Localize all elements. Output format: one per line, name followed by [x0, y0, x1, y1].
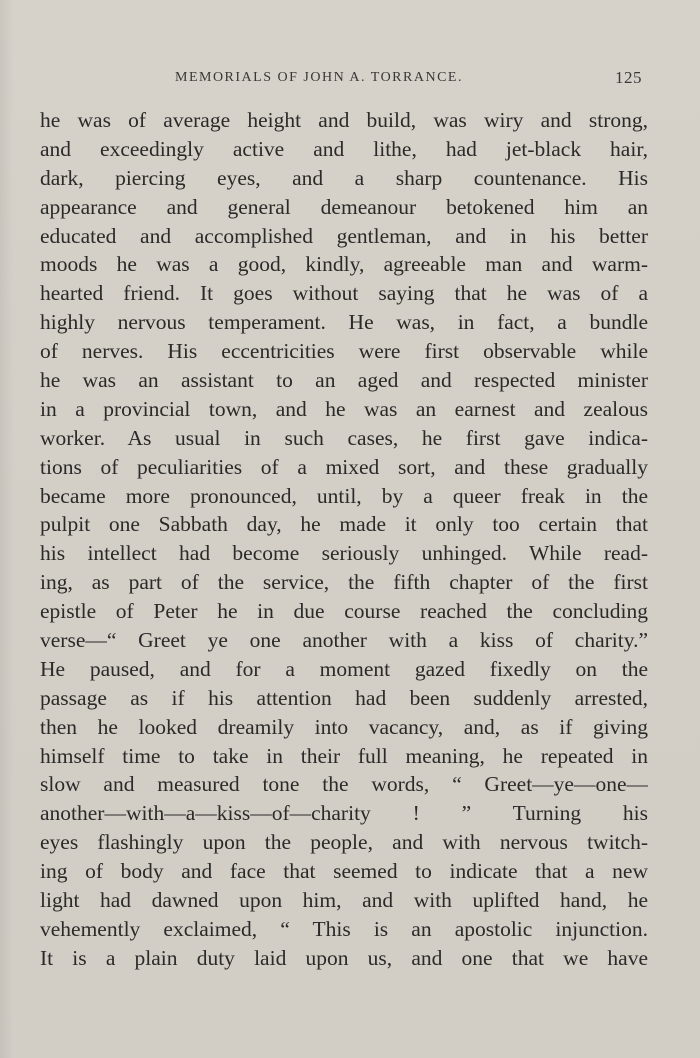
- text-line: in a provincial town, and he was an earnest and zealous: [40, 396, 648, 421]
- text-line: passage as if his attention had been suddenly arrested,: [40, 685, 648, 710]
- text-line: worker. As usual in such cases, he first gave indica-: [40, 425, 648, 450]
- text-line: dark, piercing eyes, and a sharp countenance. His: [40, 165, 648, 190]
- text-line: ing of body and face that seemed to indicate that a new: [40, 859, 648, 884]
- text-line: of nerves. His eccentricities were first observable while: [40, 339, 648, 364]
- text-line: verse—“ Greet ye one another with a kiss of charity.”: [40, 628, 648, 653]
- text-line: his intellect had become seriously unhinged. While read-: [40, 541, 648, 566]
- text-line: tions of peculiarities of a mixed sort, and these gradually: [40, 454, 648, 479]
- text-line: became more pronounced, until, by a queer freak in the: [40, 483, 648, 508]
- text-line: He paused, and for a moment gazed fixedly on the: [40, 656, 648, 681]
- text-line: he was an assistant to an aged and respected minister: [40, 368, 648, 393]
- text-line: appearance and general demeanour betokened him an: [40, 194, 648, 219]
- text-line: light had dawned upon him, and with uplifted hand, he: [40, 888, 648, 913]
- running-title: MEMORIALS OF JOHN A. TORRANCE.: [175, 70, 463, 85]
- text-line: highly nervous temperament. He was, in fact, a bundle: [40, 310, 648, 335]
- text-line: ing, as part of the service, the fifth chapter of the first: [40, 570, 648, 595]
- text-line: educated and accomplished gentleman, and in his better: [40, 223, 648, 248]
- text-line: moods he was a good, kindly, agreeable man and warm-: [40, 252, 648, 277]
- text-line: he was of average height and build, was wiry and strong,: [40, 108, 648, 132]
- text-line: vehemently exclaimed, “ This is an apostolic injunction.: [40, 916, 648, 941]
- body-text: [40, 106, 648, 973]
- text-line: It is a plain duty laid upon us, and one that we have: [40, 945, 648, 970]
- page-header: [40, 66, 648, 94]
- text-line: slow and measured tone the words, “ Greet—ye—one—: [40, 772, 648, 797]
- page-number: 125: [615, 68, 642, 87]
- page-edge-shadow: [0, 0, 14, 1058]
- text-line: epistle of Peter he in due course reached the concluding: [40, 599, 648, 624]
- text-line: eyes flashingly upon the people, and with nervous twitch-: [40, 830, 648, 855]
- text-line: pulpit one Sabbath day, he made it only too certain that: [40, 512, 648, 537]
- text-line: hearted friend. It goes without saying that he was of a: [40, 281, 648, 306]
- text-line: and exceedingly active and lithe, had jet-black hair,: [40, 136, 648, 161]
- text-line: then he looked dreamily into vacancy, and, as if giving: [40, 714, 648, 739]
- text-line: another—with—a—kiss—of—charity ! ” Turning his: [40, 801, 648, 826]
- text-line: himself time to take in their full meaning, he repeated in: [40, 743, 648, 768]
